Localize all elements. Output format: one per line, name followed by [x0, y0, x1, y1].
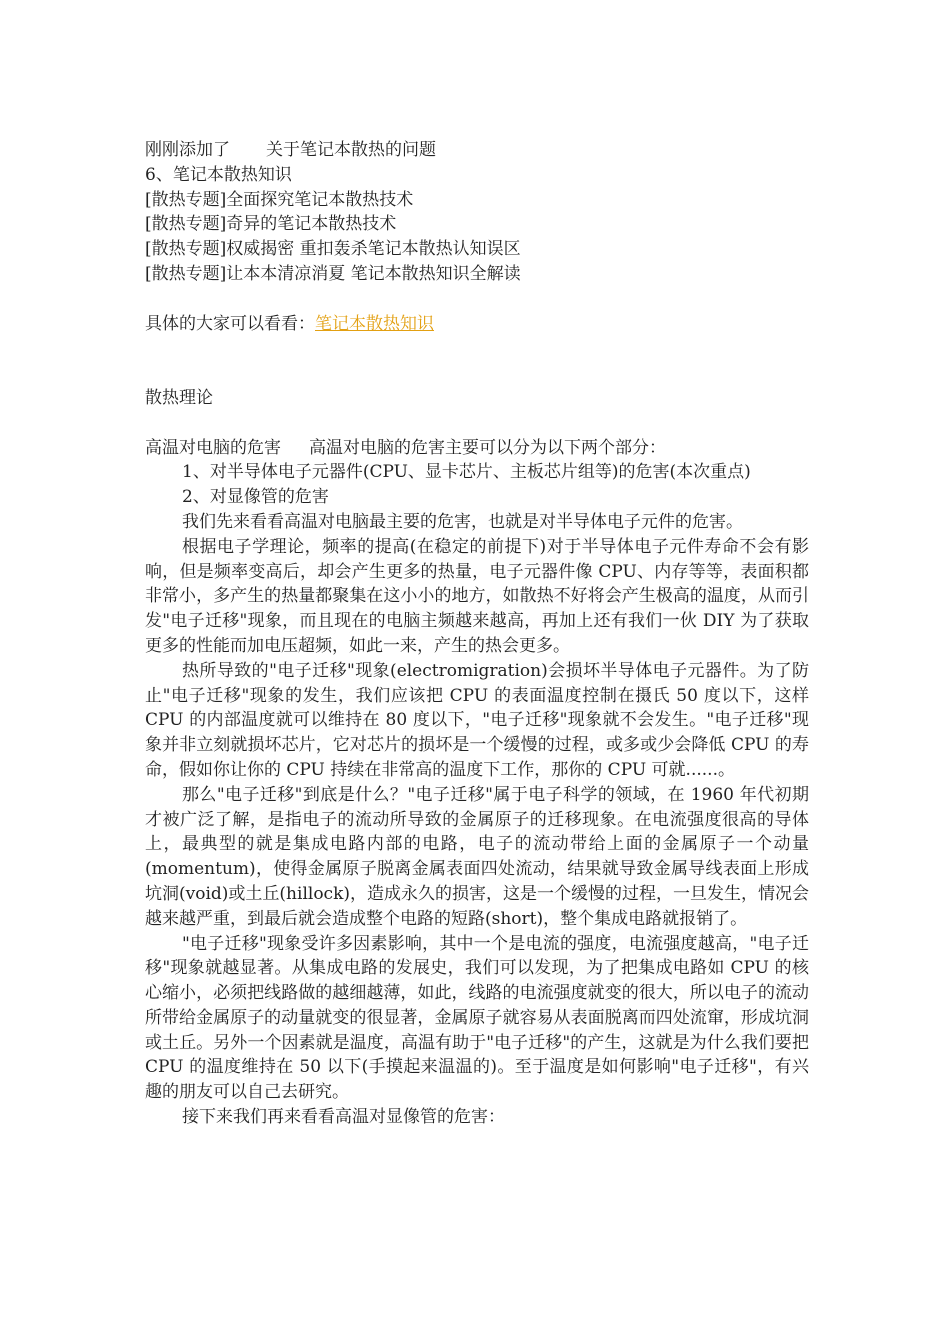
body-paragraph: 我们先来看看高温对电脑最主要的危害，也就是对半导体电子元件的危害。	[182, 511, 743, 532]
added-title: 关于笔记本散热的问题	[266, 140, 436, 160]
see-more	[145, 312, 809, 337]
body-paragraph: 接下来我们再来看看高温对显像管的危害：	[182, 1107, 505, 1128]
topic-item: [散热专题]权威揭密 重扣轰杀笔记本散热认知误区	[145, 239, 521, 260]
see-more-prefix: 具体的大家可以看看：	[145, 313, 315, 334]
topic-item: [散热专题]让本本清凉消夏 笔记本散热知识全解读	[145, 263, 521, 284]
body-paragraph: 热所导致的"电子迁移"现象(electromigration)会损坏半导体电子元器件。为了防止"电子迁移"现象的发生，我们应该把 CPU 的表面温度控制在摄氏 50 度以下，这样 CPU 的内部温度就可以维持在 80 度以下，"电子迁移"现象就不会发生。"电子迁移"现象并非立刻就损坏芯片，它对芯片的损坏是一个缓慢的过程，或多或少会降低 CPU 的寿命，假如你让你的 CPU 持续在非常高的温度下工作，那你的 CPU 可就......。	[145, 660, 809, 780]
harm-item: 2、对显像管的危害	[182, 487, 329, 508]
added-notice	[145, 138, 809, 163]
harm-intro: 高温对电脑的危害主要可以分为以下两个部分：	[309, 437, 666, 458]
body-paragraph: 根据电子学理论，频率的提高(在稳定的前提下)对于半导体电子元件寿命不会有影响，但是频率变高后，却会产生更多的热量，电子元器件像 CPU、内存等等，表面积都非常小，多产生的热量都聚集在这小小的地方，如散热不好将会产生极高的温度，从而引发"电子迁移"现象，而且现在的电脑主频越来越高，再加上还有我们一伙 DIY 为了获取更多的性能而加电压超频，如此一来，产生的热会更多。	[145, 536, 809, 656]
body-paragraph: "电子迁移"现象受许多因素影响，其中一个是电流的强度，电流强度越高，"电子迁移"现象就越显著。从集成电路的发展史，我们可以发现，为了把集成电路如 CPU 的核心缩小，必须把线路做的越细越薄，如此，线路的电流强度就变的很大，所以电子的流动所带给金属原子的动量就变的很显著，金属原子就容易从表面脱离而四处流窜，形成坑洞或土丘。另外一个因素就是温度，高温有助于"电子迁移"的产生，这就是为什么我们要把 CPU 的温度维持在 50 以下(手摸起来温温的)。至于温度是如何影响"电子迁移"，有兴趣的朋友可以自己去研究。	[145, 933, 809, 1103]
topic-item: [散热专题]奇异的笔记本散热技术	[145, 214, 397, 235]
harm-label: 高温对电脑的危害	[145, 437, 281, 458]
added-prefix: 刚刚添加了	[145, 140, 230, 160]
topic-item: [散热专题]全面探究笔记本散热技术	[145, 189, 414, 210]
harm-item: 1、对半导体电子元器件(CPU、显卡芯片、主板芯片组等)的危害(本次重点)	[182, 462, 751, 483]
body-paragraph: 那么"电子迁移"到底是什么？"电子迁移"属于电子科学的领域，在 1960 年代初期才被广泛了解，是指电子的流动所导致的金属原子的迁移现象。在电流强度很高的导体上，最典型的就是集成电路内部的电路，电子的流动带给上面的金属原子一个动量(momentum)，使得金属原子脱离金属表面四处流动，结果就导致金属导线表面上形成坑洞(void)或土丘(hillock)，造成永久的损害，这是一个缓慢的过程，一旦发生，情况会越来越严重，到最后就会造成整个电路的短路(short)，整个集成电路就报销了。	[145, 784, 810, 929]
article	[145, 138, 809, 1130]
section-title: 散热理论	[145, 387, 213, 408]
harm-heading	[145, 436, 809, 461]
notebook-cooling-link[interactable]: 笔记本散热知识	[315, 313, 434, 334]
list-title: 6、笔记本散热知识	[145, 164, 292, 185]
